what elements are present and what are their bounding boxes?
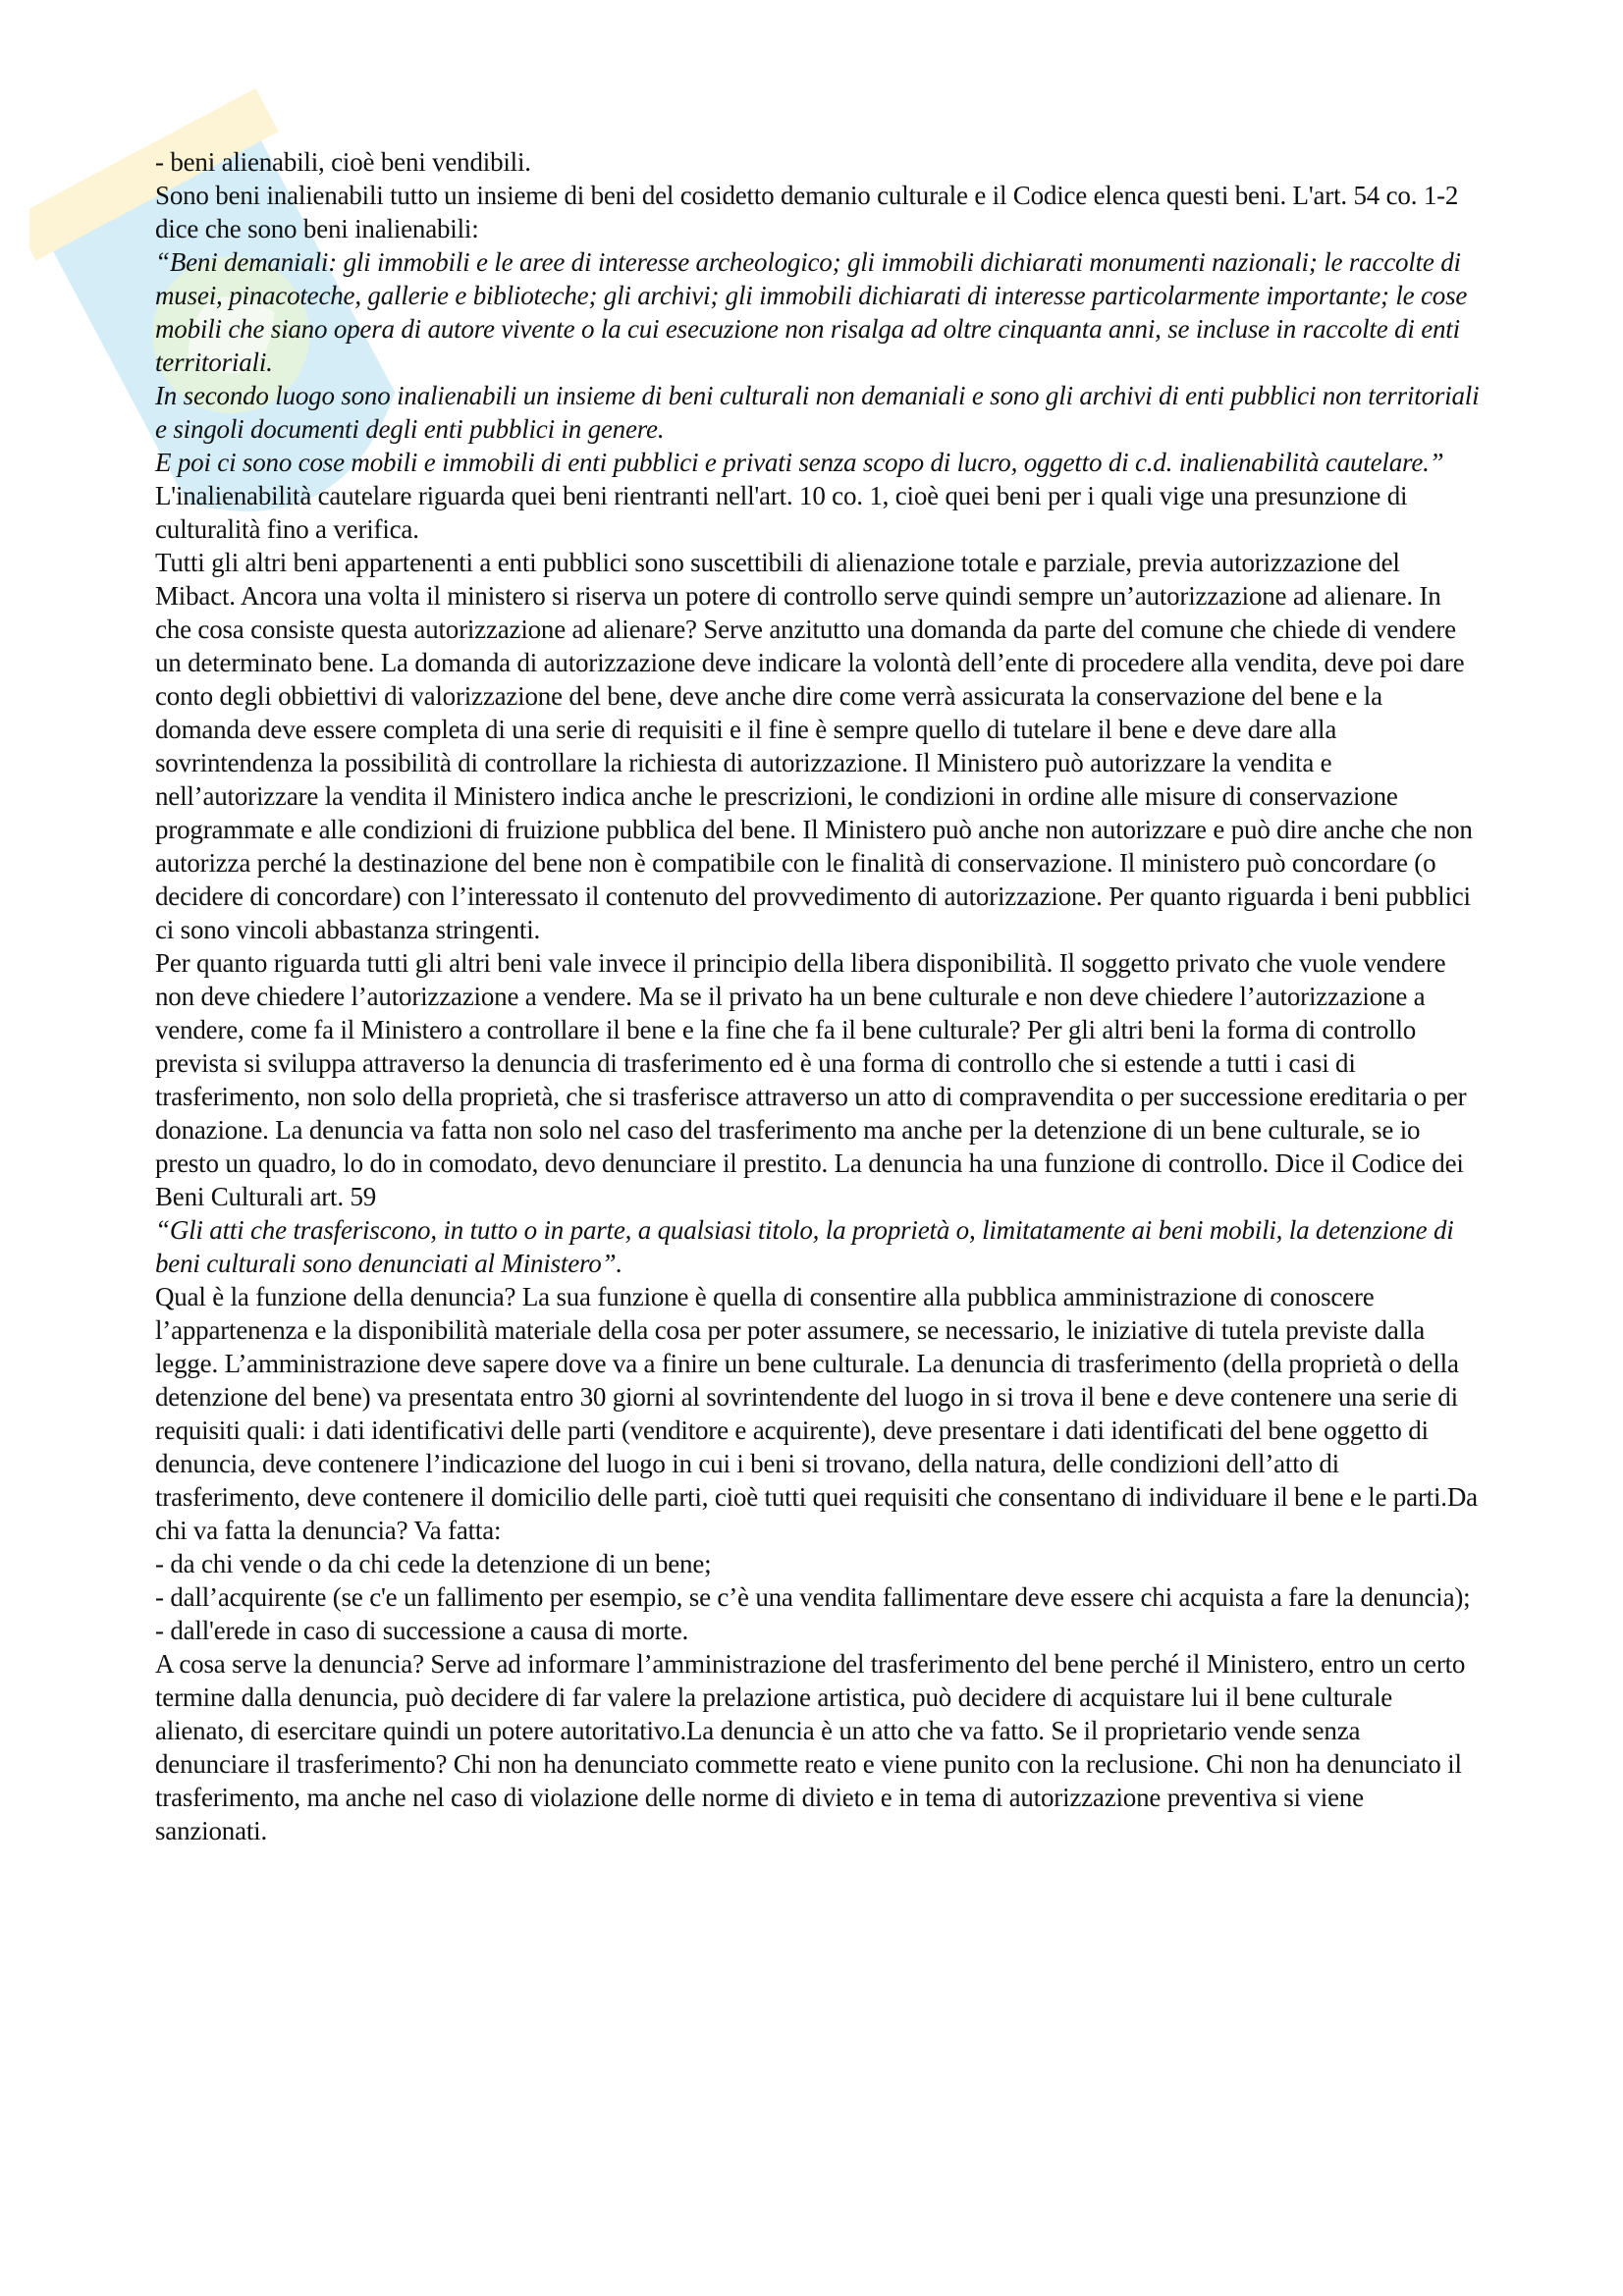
paragraph: Sono beni inalienabili tutto un insieme di beni del cosidetto demanio culturale e il Codice elenca questi beni. L'art. 54 co. 1-2 dice che sono beni inalienabili: xyxy=(155,181,1459,243)
quote-paragraph: “Beni demaniali: gli immobili e le aree di interesse archeologico; gli immobili dichiarati monumenti nazionali; le raccolte di musei, pinacoteche, gallerie e biblioteche; gli archivi; gli immobili dichiarati di interesse particolarmente importante; le cose mobili che siano opera di autore vivente o la cui esecuzione non risalga ad oltre cinquanta anni, se incluse in raccolte di enti territoriali. xyxy=(155,247,1468,377)
paragraph: L'inalienabilità cautelare riguarda quei beni rientranti nell'art. 10 co. 1, cioè quei beni per i quali vige una presunzione di culturalità fino a verifica. xyxy=(155,481,1408,544)
paragraph: - beni alienabili, cioè beni vendibili. xyxy=(155,147,531,177)
paragraph: Tutti gli altri beni appartenenti a enti pubblici sono suscettibili di alienazione totale e parziale, previa autorizzazione del Mibact. Ancora una volta il ministero si riserva un potere di controllo serve quindi sempre un’autorizzazione ad alienare. In che cosa consiste questa autorizzazione ad alienare? Serve anzitutto una domanda da parte del comune che chiede di vendere un determinato bene. La domanda di autorizzazione deve indicare la volontà dell’ente di procedere alla vendita, deve poi dare conto degli obbiettivi di valorizzazione del bene, deve anche dire come verrà assicurata la conservazione del bene e la domanda deve essere completa di una serie di requisiti e il fine è sempre quello di tutelare il bene e deve dare alla sovrintendenza la possibilità di controllare la richiesta di autorizzazione. Il Ministero può autorizzare la vendita e nell’autorizzare la vendita il Ministero indica anche le prescrizioni, le condizioni in ordine alle misure di conservazione programmate e alle condizioni di fruizione pubblica del bene. Il Ministero può anche non autorizzare e può dire anche che non autorizza perché la destinazione del bene non è compatibile con le finalità di conservazione. Il ministero può concordare (o decidere di concordare) con l’interessato il contenuto del provvedimento di autorizzazione. Per quanto riguarda i beni pubblici ci sono vincoli abbastanza stringenti. xyxy=(155,548,1473,944)
document-page xyxy=(155,145,1481,1847)
list-item: - dall’acquirente (se c'e un fallimento per esempio, se c’è una vendita fallimentare deve essere chi acquista a fare la denuncia); xyxy=(155,1582,1471,1612)
quote-paragraph: E poi ci sono cose mobili e immobili di enti pubblici e privati senza scopo di lucro, oggetto di c.d. inalienabilità cautelare.” xyxy=(155,448,1444,477)
quote-paragraph: “Gli atti che trasferiscono, in tutto o in parte, a qualsiasi titolo, la proprietà o, limitatamente ai beni mobili, la detenzione di beni culturali sono denunciati al Ministero”. xyxy=(155,1215,1454,1278)
list-item: - dall'erede in caso di successione a causa di morte. xyxy=(155,1616,689,1645)
paragraph: Qual è la funzione della denuncia? La sua funzione è quella di consentire alla pubblica amministrazione di conoscere l’appartenenza e la disponibilità materiale della cosa per poter assumere, se necessario, le iniziative di tutela previste dalla legge. L’amministrazione deve sapere dove va a finire un bene culturale. La denuncia di trasferimento (della proprietà o della detenzione del bene) va presentata entro 30 giorni al sovrintendente del luogo in si trova il bene e deve contenere una serie di requisiti quali: i dati identificativi delle parti (venditore e acquirente), deve presentare i dati identificati del bene oggetto di denuncia, deve contenere l’indicazione del luogo in cui i beni si trovano, della natura, delle condizioni dell’atto di trasferimento, deve contenere il domicilio delle parti, cioè tutti quei requisiti che consentano di individuare il bene e le parti.Da chi va fatta la denuncia? Va fatta: xyxy=(155,1282,1478,1545)
paragraph: A cosa serve la denuncia? Serve ad informare l’amministrazione del trasferimento del bene perché il Ministero, entro un certo termine dalla denuncia, può decidere di far valere la prelazione artistica, può decidere di acquistare lui il bene culturale alienato, di esercitare quindi un potere autoritativo.La denuncia è un atto che va fatto. Se il proprietario vende senza denunciare il trasferimento? Chi non ha denunciato commette reato e viene punito con la reclusione. Chi non ha denunciato il trasferimento, ma anche nel caso di violazione delle norme di divieto e in tema di autorizzazione preventiva si viene sanzionati. xyxy=(155,1649,1466,1845)
quote-paragraph: In secondo luogo sono inalienabili un insieme di beni culturali non demaniali e sono gli archivi di enti pubblici non territoriali e singoli documenti degli enti pubblici in genere. xyxy=(155,381,1480,444)
paragraph: Per quanto riguarda tutti gli altri beni vale invece il principio della libera disponibilità. Il soggetto privato che vuole vendere non deve chiedere l’autorizzazione a vendere. Ma se il privato ha un bene culturale e non deve chiedere l’autorizzazione a vendere, come fa il Ministero a controllare il bene e la fine che fa il bene culturale? Per gli altri beni la forma di controllo prevista si sviluppa attraverso la denuncia di trasferimento ed è una forma di controllo che si estende a tutti i casi di trasferimento, non solo della proprietà, che si trasferisce attraverso un atto di compravendita o per successione ereditaria o per donazione. La denuncia va fatta non solo nel caso del trasferimento ma anche per la detenzione di un bene culturale, se io presto un quadro, lo do in comodato, devo denunciare il prestito. La denuncia ha una funzione di controllo. Dice il Codice dei Beni Culturali art. 59 xyxy=(155,948,1467,1211)
list-item: - da chi vende o da chi cede la detenzione di un bene; xyxy=(155,1549,712,1578)
